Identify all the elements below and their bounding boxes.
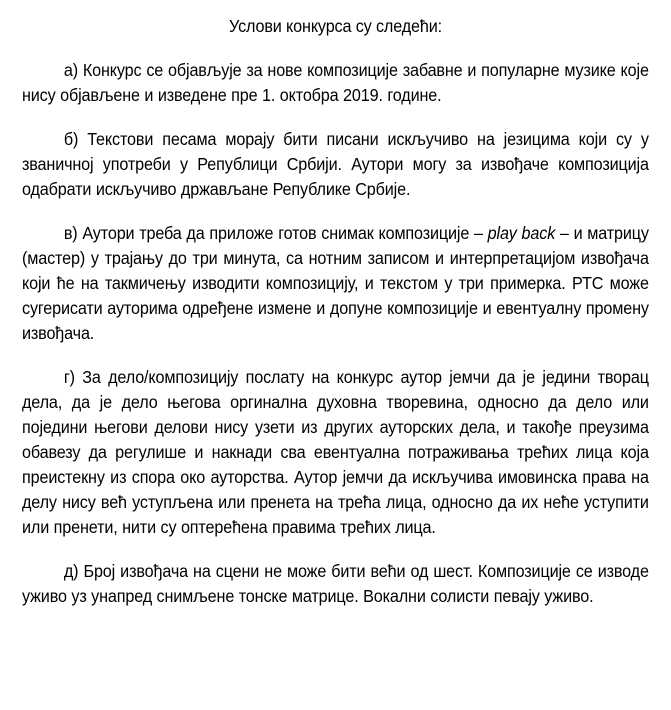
paragraph-g: г) За дело/композицију послату на конкурс аутор јемчи да је једини творац дела, да је дело његова оргинална духовна творевина, односно да дело или поједини његови делови нису узети из других ауторских дела, и такође преузима обавезу да регулише и накнади сва евентуална потраживања трећих лица која преистекну из спора око ауторства. Аутор јемчи да искључива имовинска права на делу нису већ уступљена или пренета на трећа лица, односно да их неће уступити или пренети, нити су оптерећена правима трећих лица.: [22, 367, 649, 537]
paragraph-v: [22, 221, 649, 346]
document-body: [22, 14, 649, 609]
paragraph-v-text-after-italic: – и матрицу (мастер) у трајању до три минута, са нотним записом и интерпретацијом извођача који ће на такмичењу изводити композицију, и текстом у три примерка. РТС може сугерисати ауторима одређене измене и допуне композиције и евентуалну промену извођача.: [22, 223, 649, 343]
paragraph-a: а) Конкурс се објављује за нове композиције забавне и популарне музике које нису објављене и изведене пре 1. октобра 2019. године.: [22, 60, 649, 105]
paragraph-v-text-before-italic: в) Аутори треба да приложе готов снимак композиције –: [63, 223, 488, 243]
paragraph-d: д) Број извођача на сцени не може бити већи од шест. Композиције се изводе уживо уз унапред снимљене тонске матрице. Вокални солисти певају уживо.: [22, 561, 649, 606]
paragraph-b: б) Текстови песама морају бити писани искључиво на језицима који су у званичној употреби у Републици Србији. Аутори могу за извођаче композиција одабрати искључиво држављане Републике Србије.: [22, 129, 649, 199]
paragraph-v-italic-term: play back: [487, 223, 556, 243]
page-title: Услови конкурса су следећи:: [229, 16, 442, 36]
